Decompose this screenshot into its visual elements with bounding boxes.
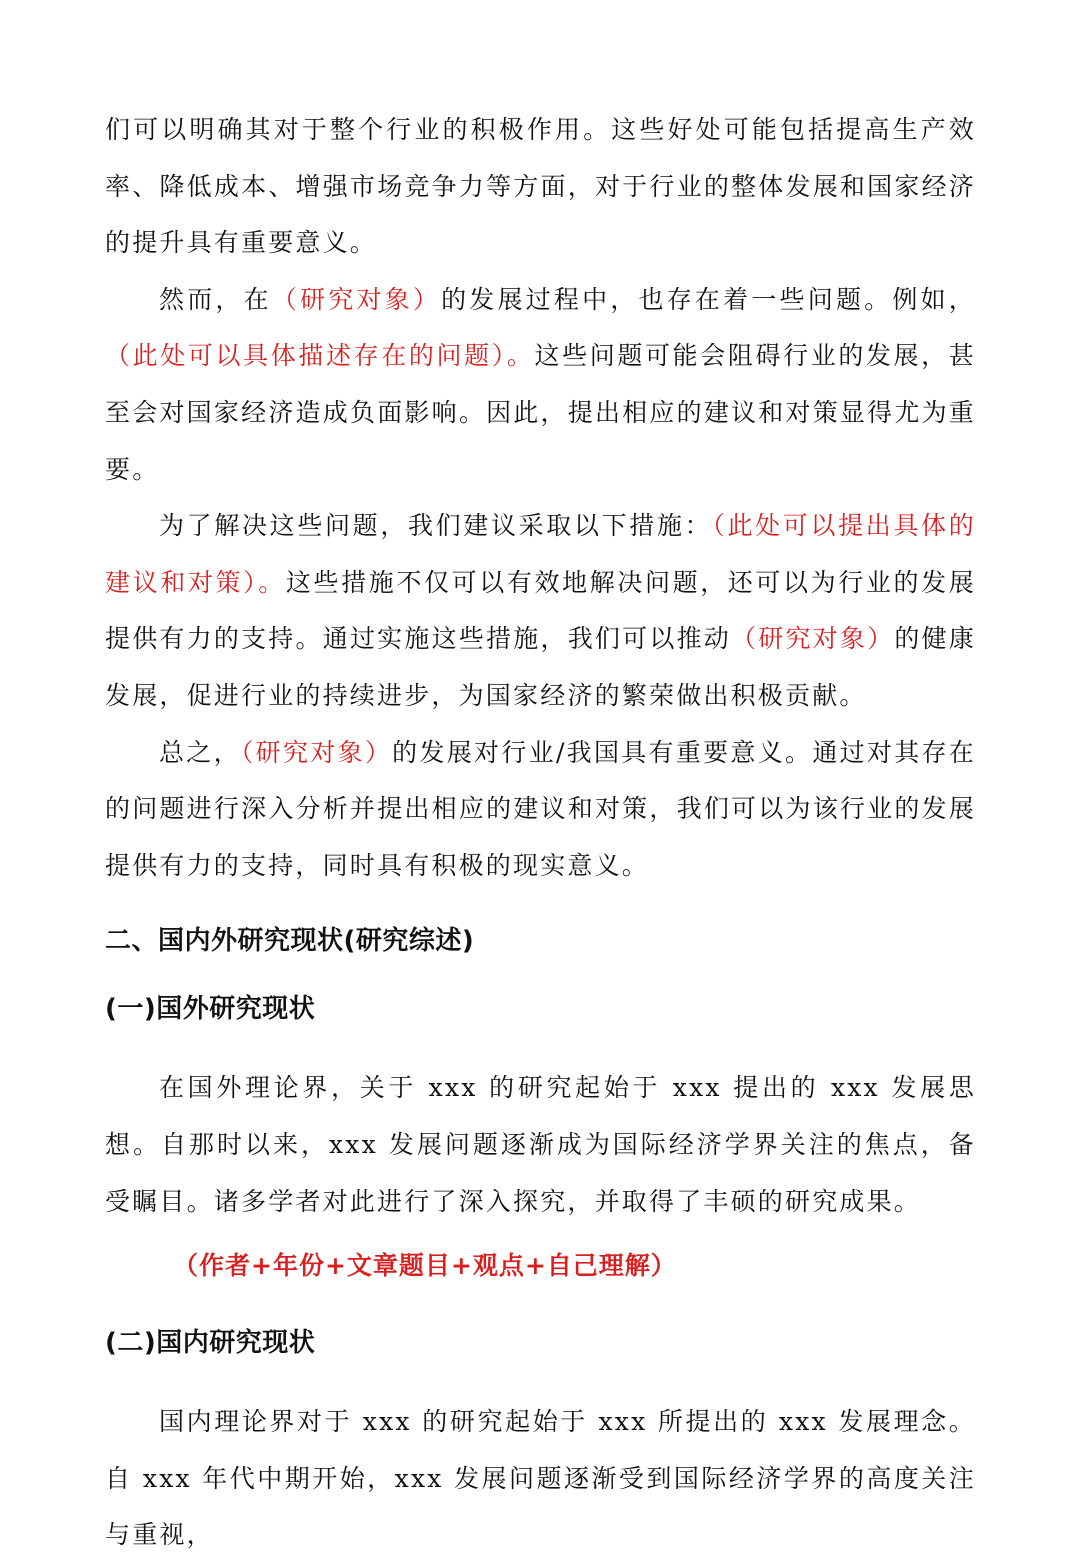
paragraph-text: 这些问题可能会阻碍行业的发展，甚至会对国家经济造成负面影响。因此，提出相应的建议和对策显得尤为重要。 bbox=[105, 341, 977, 484]
subsection-heading-foreign: (一)国外研究现状 bbox=[105, 994, 316, 1025]
paragraph-text: 总之， bbox=[159, 737, 241, 767]
placeholder-suggestions: （此处可以提出具体的建议和对策）。 bbox=[105, 511, 976, 597]
section-heading-research-status: 二、国内外研究现状(研究综述) bbox=[105, 926, 475, 957]
paragraph-text: 的发展对行业/我国具有重要意义。通过对其存在的问题进行深入分析并提出相应的建议和对策，我们可以为该行业的发展提供有力的支持，同时具有积极的现实意义。 bbox=[105, 737, 976, 880]
paragraph-text: 为了解决这些问题，我们建议采取以下措施： bbox=[159, 511, 713, 541]
subsection-heading-domestic: (二)国内研究现状 bbox=[105, 1328, 316, 1359]
paragraph-measures bbox=[105, 498, 976, 724]
paragraph-domestic-research: 国内理论界对于 xxx 的研究起始于 xxx 所提出的 xxx 发展理念。自 xxx 年代中期开始，xxx 发展问题逐渐受到国际经济学界的高度关注与重视， bbox=[105, 1407, 976, 1550]
placeholder-research-object: （研究对象） bbox=[271, 284, 442, 314]
paragraph-foreign-research: 在国外理论界，关于 xxx 的研究起始于 xxx 提出的 xxx 发展思想。自那时以来，xxx 发展问题逐渐成为国际经济学界关注的焦点，备受瞩目。诸多学者对此进行了深入探究，并取得了丰硕的研究成果。 bbox=[105, 1073, 976, 1216]
paragraph-text: 这些措施不仅可以有效地解决问题，还可以为行业的发展提供有力的支持。通过实施这些措施，我们可以推动 bbox=[105, 567, 976, 654]
placeholder-research-object: （研究对象） bbox=[731, 624, 895, 654]
paragraph-conclusion bbox=[105, 725, 976, 895]
paragraph-text: 然而，在 bbox=[159, 284, 272, 314]
placeholder-problem-description: （此处可以具体描述存在的问题）。 bbox=[105, 341, 535, 371]
paragraph-text: 的发展过程中，也存在着一些问题。例如， bbox=[441, 284, 976, 314]
paragraph-text: 的健康发展，促进行业的持续进步，为国家经济的繁荣做出积极贡献。 bbox=[105, 624, 976, 710]
paragraph-problems bbox=[105, 272, 976, 498]
paragraph-text: 们可以明确其对于整个行业的积极作用。这些好处可能包括提高生产效率、降低成本、增强市场竞争力等方面，对于行业的整体发展和国家经济的提升具有重要意义。 bbox=[105, 115, 976, 258]
placeholder-research-object: （研究对象） bbox=[240, 737, 393, 767]
citation-format-note: （作者+年份+文章题目+观点+自己理解） bbox=[173, 1251, 677, 1281]
paragraph-benefits bbox=[105, 102, 976, 272]
